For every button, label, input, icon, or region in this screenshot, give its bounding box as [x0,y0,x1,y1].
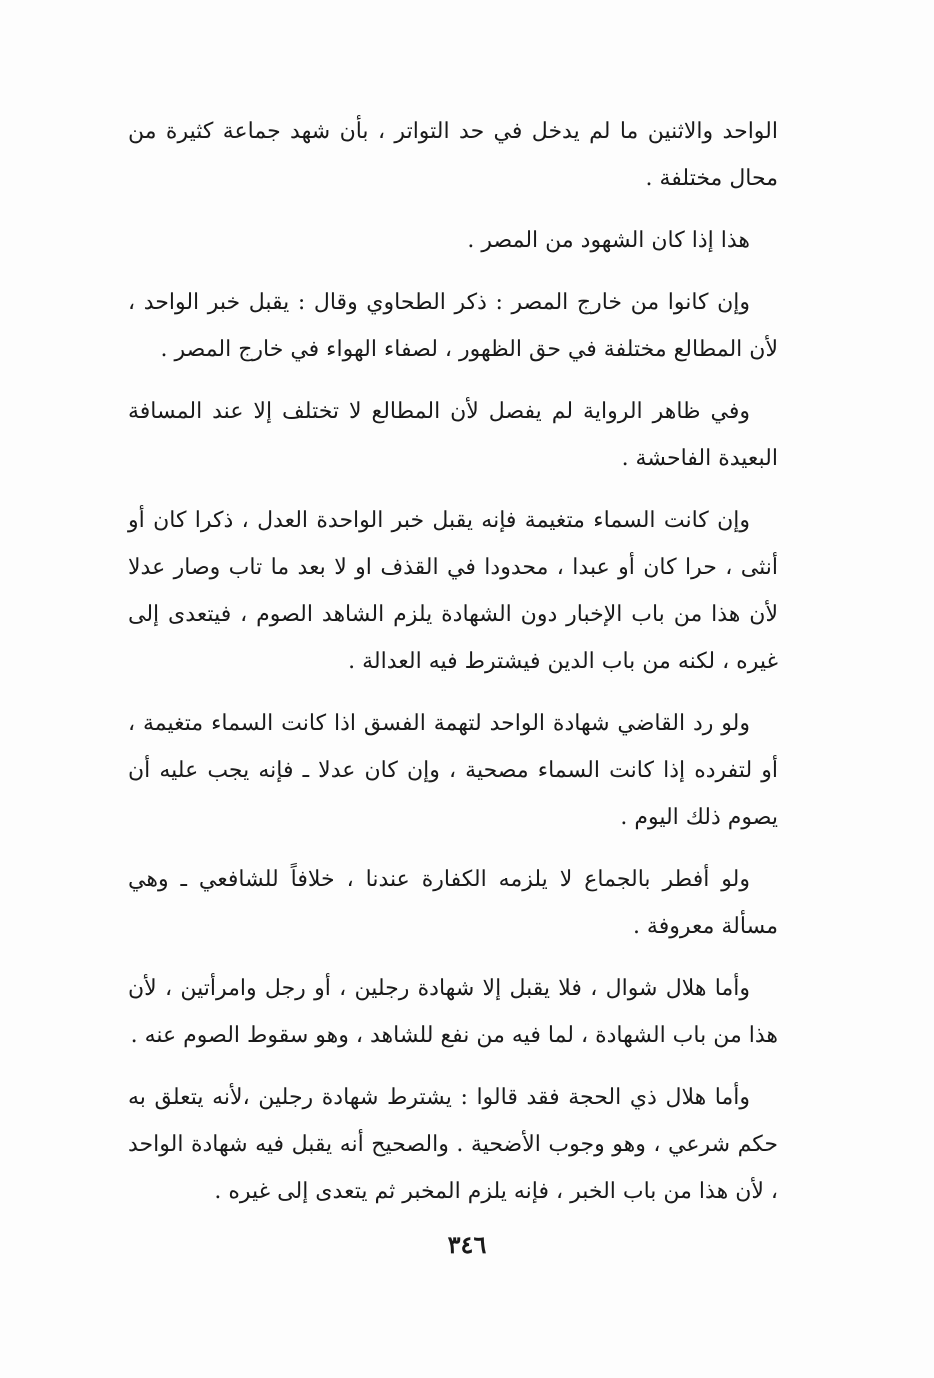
paragraph-4: وفي ظاهر الرواية لم يفصل لأن المطالع لا تختلف إلا عند المسافة البعيدة الفاحشة . [128,399,778,471]
paragraph-2: هذا إذا كان الشهود من المصر . [467,228,750,253]
paragraph-5: وإن كانت السماء متغيمة فإنه يقبل خبر الواحدة العدل ، ذكرا كان أو أنثى ، حرا كان أو عبدا ، محدودا في القذف او لا بعد ما تاب وصار عدلا لأن هذا من باب الإخبار دون الشهادة يلزم الشاهد الصوم ، فيتعدى إلى غيره ، لكنه من باب الدين فيشترط فيه العدالة . [128,508,778,674]
body-text [128,108,778,1230]
page-number: ٣٤٦ [447,1230,487,1259]
paragraph-9: وأما هلال ذي الحجة فقد قالوا : يشترط شهادة رجلين ،لأنه يتعلق به حكم شرعي ، وهو وجوب الأضحية . والصحيح أنه يقبل فيه شهادة الواحد ، لأن هذا من باب الخبر ، فإنه يلزم المخبر ثم يتعدى إلى غيره . [128,1085,778,1204]
paragraph-7: ولو أفطر بالجماع لا يلزمه الكفارة عندنا ، خلافاً للشافعي ـ وهي مسألة معروفة . [128,867,778,939]
paragraph-8: وأما هلال شوال ، فلا يقبل إلا شهادة رجلين ، أو رجل وامرأتين ، لأن هذا من باب الشهادة ، لما فيه من نفع للشاهد ، وهو سقوط الصوم عنه . [128,976,778,1048]
paragraph-3: وإن كانوا من خارج المصر : ذكر الطحاوي وقال : يقبل خبر الواحد ، لأن المطالع مختلفة في حق الظهور ، لصفاء الهواء في خارج المصر . [128,290,778,362]
paragraph-1: الواحد والاثنين ما لم يدخل في حد التواتر ، بأن شهد جماعة كثيرة من محال مختلفة . [128,119,778,191]
paragraph-6: ولو رد القاضي شهادة الواحد لتهمة الفسق اذا كانت السماء متغيمة ، أو لتفرده إذا كانت السماء مصحية ، وإن كان عدلا ـ فإنه يجب عليه أن يصوم ذلك اليوم . [128,711,778,830]
